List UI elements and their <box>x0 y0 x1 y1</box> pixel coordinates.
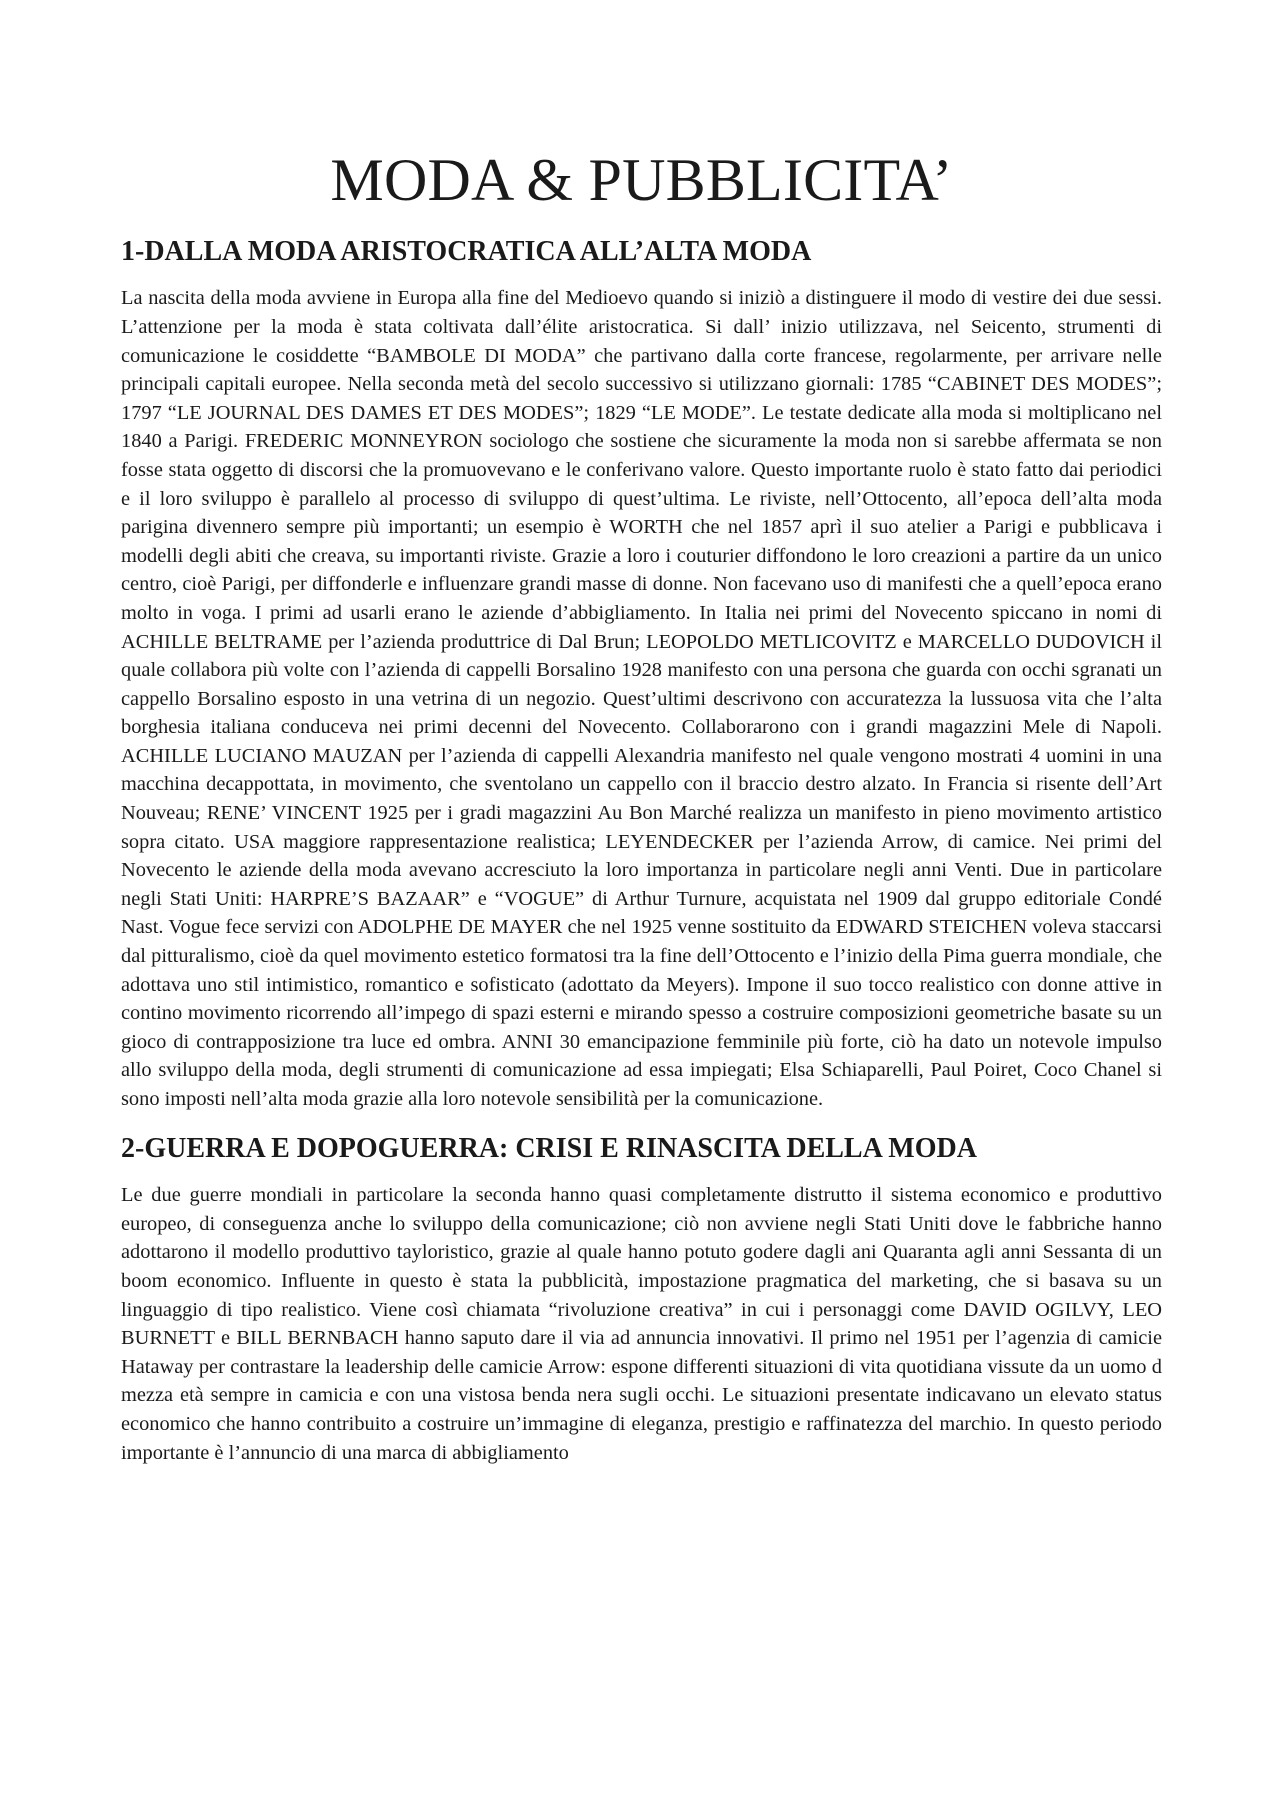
section-1-heading: 1-DALLA MODA ARISTOCRATICA ALL’ALTA MODA <box>121 235 812 267</box>
section-2-body: Le due guerre mondiali in particolare la seconda hanno quasi completamente distrutto il sistema economico e produttivo europeo, di conseguenza anche lo sviluppo della comunicazione; ciò non avviene negli Stati Uniti dove le fabbriche hanno adottarono il modello produttivo tayloristico, grazie al quale hanno potuto godere dagli ani Quaranta agli anni Sessanta di un boom economico. Influente in questo è stata la pubblicità, impostazione pragmatica del marketing, che si basava su un linguaggio di tipo realistico. Viene così chiamata “rivoluzione creativa” in cui i personaggi come DAVID OGILVY, LEO BURNETT e BILL BERNBACH hanno saputo dare il via ad annuncia innovativi. Il primo nel 1951 per l’agenzia di camicie Hataway per contrastare la leadership delle camicie Arrow: espone differenti situazioni di vita quotidiana vissute da un uomo d mezza età sempre in camicia e con una vistosa benda nera sugli occhi. Le situazioni presentate indicavano un elevato status economico che hanno contribuito a costruire un’immagine di eleganza, prestigio e raffinatezza del marchio. In questo periodo importante è l’annuncio di una marca di abbigliamento <box>121 1184 1162 1464</box>
section-1 <box>121 235 1162 1114</box>
section-2-heading: 2-GUERRA E DOPOGUERRA: CRISI E RINASCITA DELLA MODA <box>121 1132 977 1164</box>
document-title: MODA & PUBBLICITA’ <box>330 147 953 213</box>
section-1-body: La nascita della moda avviene in Europa alla fine del Medioevo quando si iniziò a distinguere il modo di vestire dei due sessi. L’attenzione per la moda è stata coltivata dall’élite aristocratica. Si dall’ inizio utilizzava, nel Seicento, strumenti di comunicazione le cosiddette “BAMBOLE DI MODA” che partivano dalla corte francese, regolarmente, per arrivare nelle principali capitali europee. Nella seconda metà del secolo successivo si utilizzano giornali: 1785 “CABINET DES MODES”; 1797 “LE JOURNAL DES DAMES ET DES MODES”; 1829 “LE MODE”. Le testate dedicate alla moda si moltiplicano nel 1840 a Parigi. FREDERIC MONNEYRON sociologo che sostiene che sicuramente la moda non si sarebbe affermata se non fosse stata oggetto di discorsi che la promuovevano e le conferivano valore. Questo importante ruolo è stato fatto dai periodici e il loro sviluppo è parallelo al processo di sviluppo di quest’ultima. Le riviste, nell’Ottocento, all’epoca dell’alta moda parigina divennero sempre più importanti; un esempio è WORTH che nel 1857 aprì il suo atelier a Parigi e pubblicava i modelli degli abiti che creava, su importanti riviste. Grazie a loro i couturier diffondono le loro creazioni a partire da un unico centro, cioè Parigi, per diffonderle e influenzare grandi masse di donne. Non facevano uso di manifesti che a quell’epoca erano molto in voga. I primi ad usarli erano le aziende d’abbigliamento. In Italia nei primi del Novecento spiccano in nomi di ACHILLE BELTRAME per l’azienda produttrice di Dal Brun; LEOPOLDO METLICOVITZ e MARCELLO DUDOVICH il quale collabora più volte con l’azienda di cappelli Borsalino 1928 manifesto con una persona che guarda con occhi sgranati un cappello Borsalino esposto in una vetrina di un negozio. Quest’ultimi descrivono con accuratezza la lussuosa vita che l’alta borghesia italiana conduceva nei primi decenni del Novecento. Collaborarono con i grandi magazzini Mele di Napoli. ACHILLE LUCIANO MAUZAN per l’azienda di cappelli Alexandria manifesto nel quale vengono mostrati 4 uomini in una macchina decappottata, in movimento, che sventolano un cappello con il braccio destro alzato. In Francia si risente dell’Art Nouveau; RENE’ VINCENT 1925 per i gradi magazzini Au Bon Marché realizza un manifesto in pieno movimento artistico sopra citato. USA maggiore rappresentazione realistica; LEYENDECKER per l’azienda Arrow, di camice. Nei primi del Novecento le aziende della moda avevano accresciuto la loro importanza in particolare negli anni Venti. Due in particolare negli Stati Uniti: HARPRE’S BAZAAR” e “VOGUE” di Arthur Turnure, acquistata nel 1909 dal gruppo editoriale Condé Nast. Vogue fece servizi con ADOLPHE DE MAYER che nel 1925 venne sostituito da EDWARD STEICHEN voleva staccarsi dal pitturalismo, cioè da quel movimento estetico formatosi tra la fine dell’Ottocento e l’inizio della Pima guerra mondiale, che adottava uno stil intimistico, romantico e sofisticato (adottato da Meyers). Impone il suo tocco realistico con donne attive in contino movimento ricorrendo all’impego di spazi esterni e mirando spesso a costruire composizioni geometriche basate su un gioco di contrapposizione tra luce ed ombra. ANNI 30 emancipazione femminile più forte, ciò ha dato un notevole impulso allo sviluppo della moda, degli strumenti di comunicazione ad essa impiegati; Elsa Schiaparelli, Paul Poiret, Coco Chanel si sono imposti nell’alta moda grazie alla loro notevole sensibilità per la comunicazione. <box>121 287 1162 1111</box>
section-2 <box>121 1132 1162 1468</box>
